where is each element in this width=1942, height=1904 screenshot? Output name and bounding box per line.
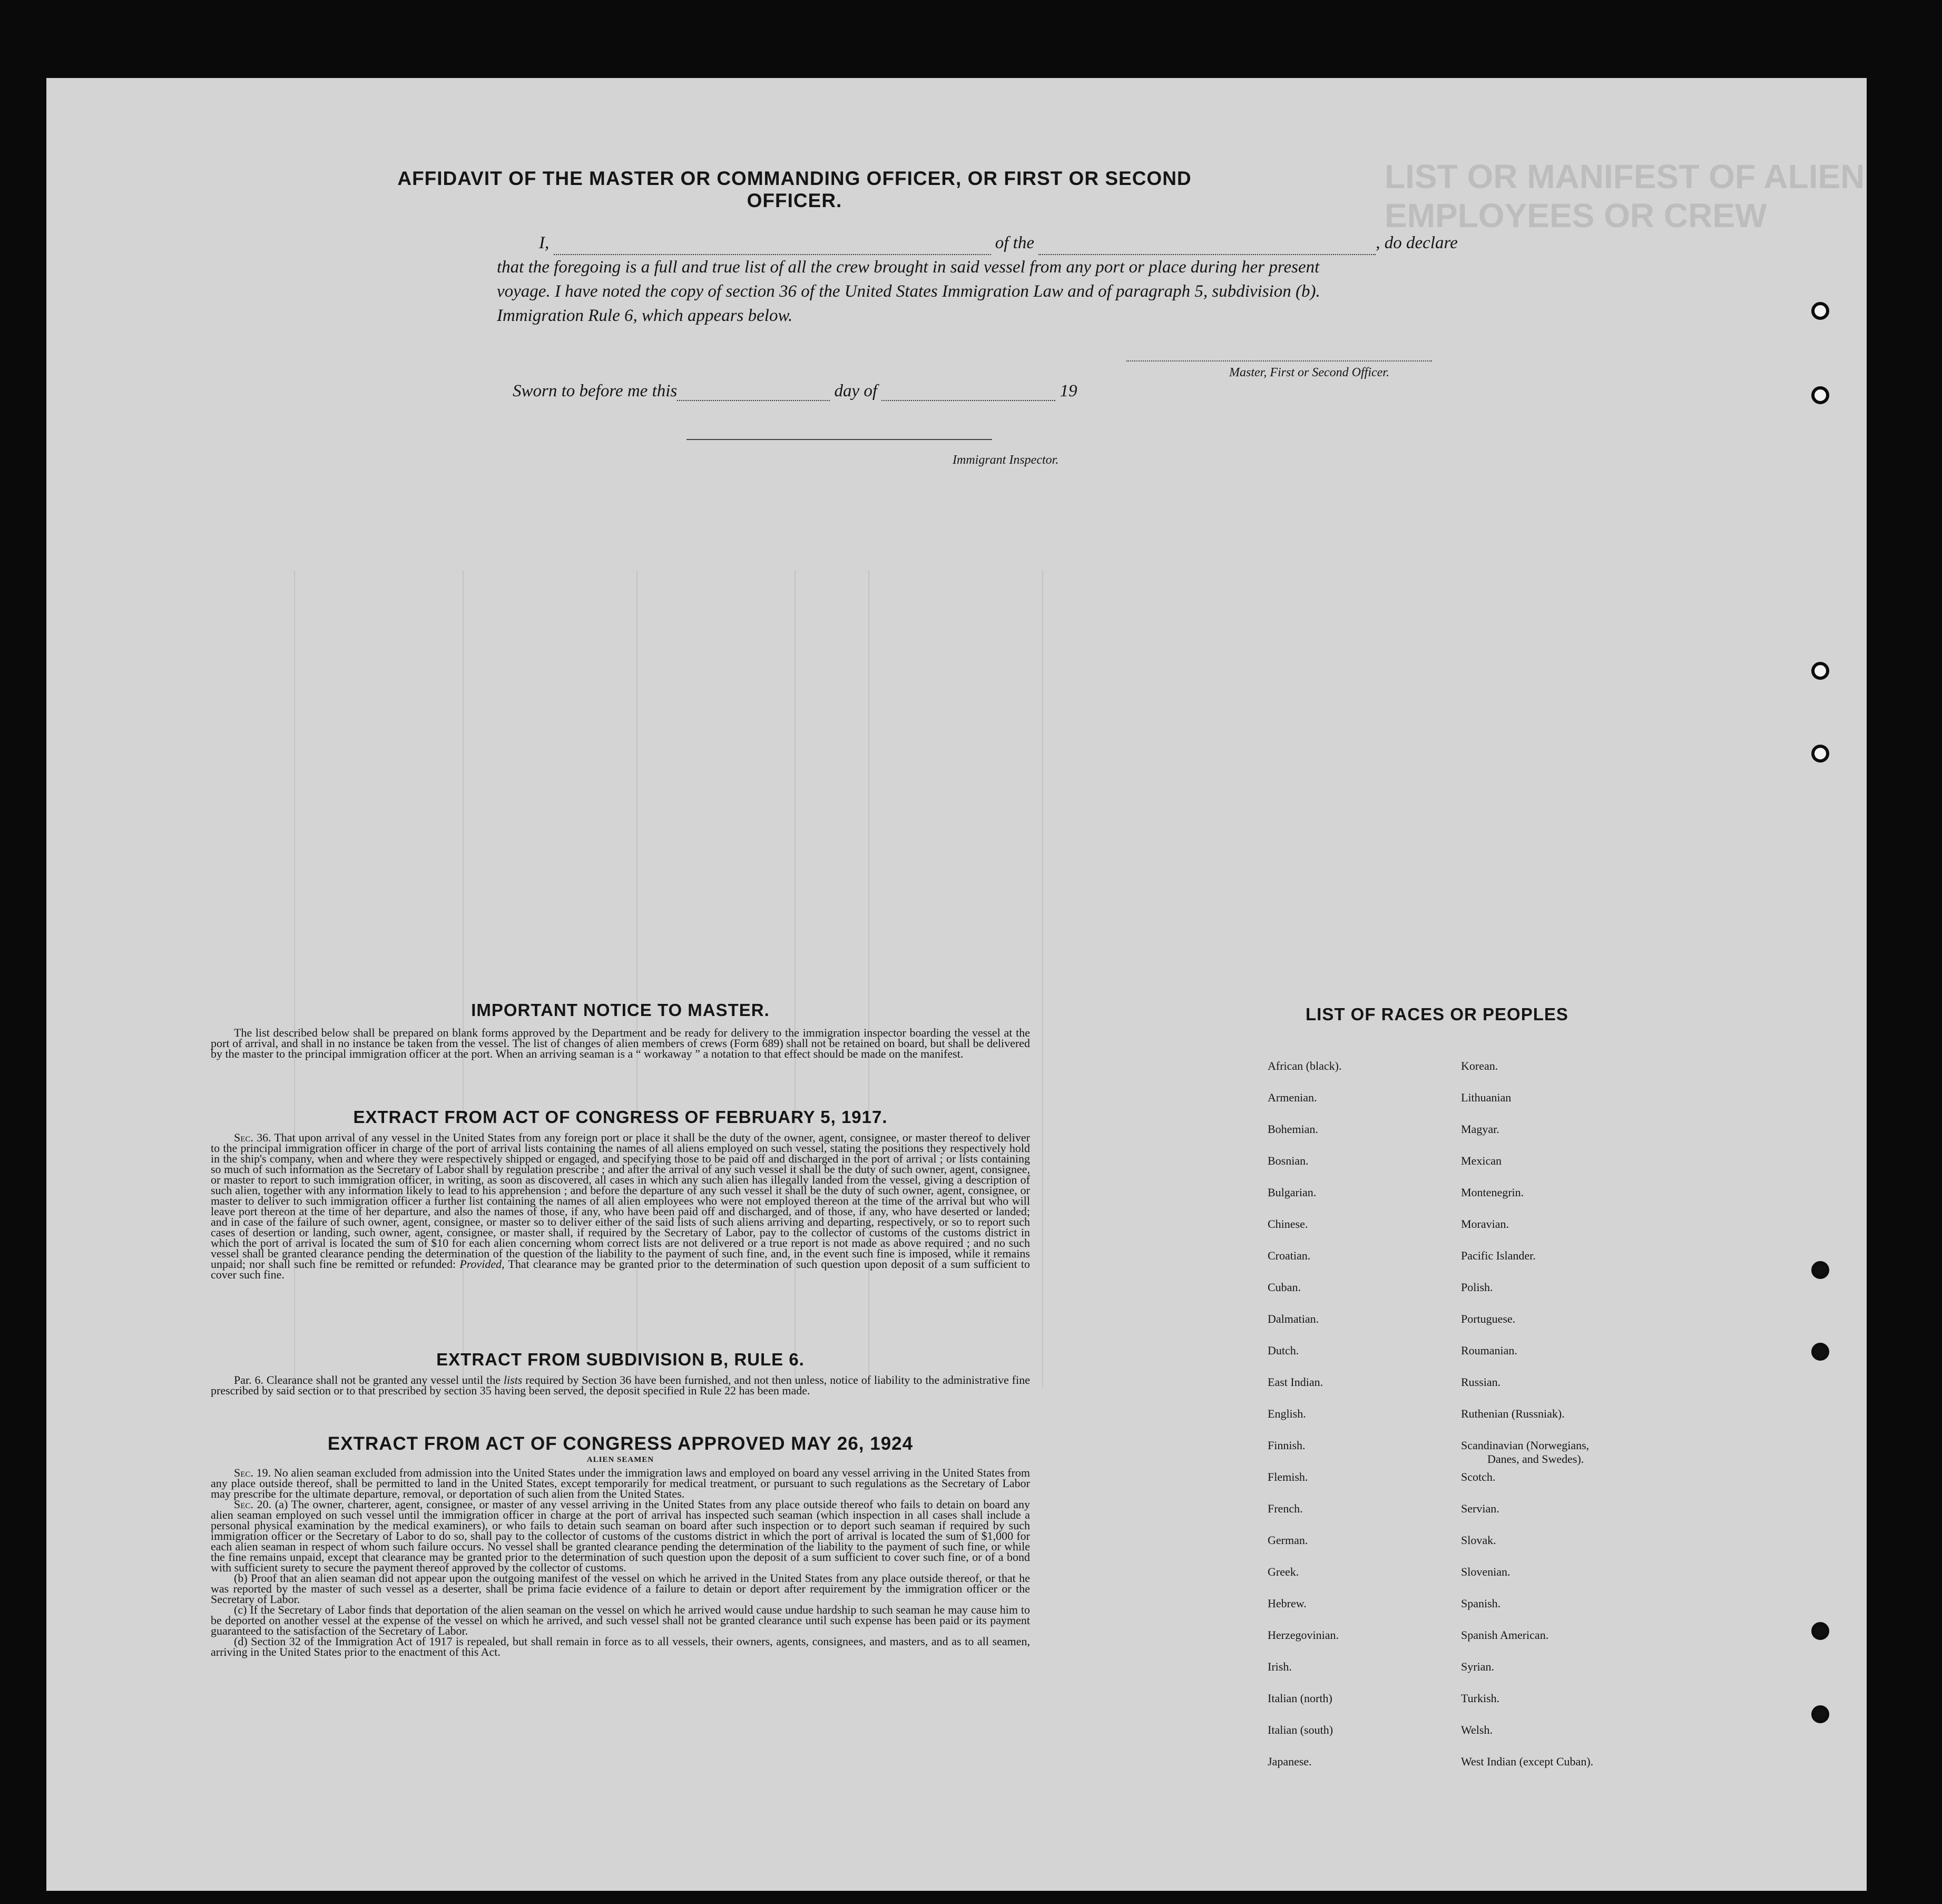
race-item: Bohemian. [1268,1122,1318,1136]
alien-seamen-subtitle: ALIEN SEAMEN [586,1456,654,1464]
punch-hole [1811,386,1829,404]
race-item: Bosnian. [1268,1154,1309,1167]
race-item: Montenegrin. [1461,1186,1524,1199]
race-item: Russian. [1461,1375,1501,1389]
extract-1924-body [211,1468,1030,1657]
race-item: Hebrew. [1268,1597,1307,1610]
document-page [46,78,1867,1891]
rule6-text-post: required by Section 36 have been furnished, and not then unless, notice of liability to the administrative fine prescribed by said section or to that prescribed by section 35 having been served, the deposit specified in Rule 22 has been made. [211,1373,1031,1397]
inspector-signature-line [686,439,992,440]
bleed-through-heading: LIST OR MANIFEST OF ALIEN EMPLOYEES OR CREW [1385,158,1865,235]
race-item: Cuban. [1268,1281,1301,1294]
race-item: Italian (south) [1268,1723,1333,1736]
race-item: Portuguese. [1461,1312,1516,1325]
race-item: East Indian. [1268,1375,1323,1389]
race-item: Spanish American. [1461,1628,1549,1642]
race-item: Mexican [1461,1154,1502,1167]
races-title: LIST OF RACES OR PEOPLES [1306,1004,1568,1024]
of-the-label: of the [995,233,1034,252]
race-item: Armenian. [1268,1091,1317,1104]
extract-rule6-title: EXTRACT FROM SUBDIVISION B, RULE 6. [436,1350,805,1369]
section-36-text: That upon arrival of any vessel in the United States from any foreign port or place it shall be the duty of the owner, agent, consignee, or master thereof to deliver to the principal immigration officer in charge of the port of arrival lists containing the names of all aliens employed on such vessel, stating the positions they respectively hold in the ship's company, when and where they were respectively shipped or engaged, and specifying those to be paid off and discharged in the port of arrival ; or lists containing so much of such information as the Secretary of Labor shall by regulation prescribe ; and after the arrival of any such vessel it shall be the duty of such owner, agent, consignee, or master to report to such immigration officer, in writing, as soon as discovered, all cases in which any such alien has illegally landed from the vessel, giving a description of such alien, together with any information likely to lead to his apprehension ; and before the departure of any such vessel it shall be the duty of such owner, agent, consignee, or master to deliver to such immigration officer a further list containing the names of all alien employees who were not employed thereon at the time of the arrival but who will leave port thereon at the time of her departure, and also the names of those, if any, who have been paid off and discharged, and of those, if any, who have deserted or landed; and in case of the failure of such owner, agent, consignee, or master so to deliver either of the said lists of such aliens arriving and departing, respectively, or so to report such cases of desertion or landing, such owner, agent, consignee, or master shall, if required by the Secretary of Labor, pay to the collector of customs of the customs district in which the port of arrival is located the sum of $10 for each alien concerning whom correct lists are not delivered or a true report is not made as above required ; and no such vessel shall be granted clearance pending the determination of the question of the liability to the payment of such fine, and, in the event such fine is imposed, while it remains unpaid; nor shall such fine be remitted or refunded: [211,1131,1031,1271]
extract-1917-body [211,1132,1030,1280]
section-20d-text: (d) Section 32 of the Immigration Act of 1917 is repealed, but shall remain in force as to all vessels, their owners, agents, consignees, and masters, and as to all seamen, arriving in the United States prior to the enactment of this Act. [211,1635,1030,1658]
race-item: Japanese. [1268,1755,1312,1768]
extract-rule6-section [211,1350,1030,1396]
race-item: Scandinavian (Norwegians, Danes, and Swedes). [1461,1439,1590,1466]
rule6-lists-word: lists [503,1373,523,1386]
punch-hole [1811,745,1829,763]
section-36-end: That clearance may be granted prior to the determination of such question upon deposit of a sum sufficient to cover such fine. [211,1257,1031,1281]
extract-rule6-body [211,1375,1030,1396]
race-item: Korean. [1461,1059,1498,1072]
notice-body [211,1028,1030,1059]
sworn-label: Sworn to before me this [513,382,678,401]
bleed-through-rule [1042,571,1043,1388]
master-signature-line [1126,360,1432,362]
race-item: Magyar. [1461,1122,1499,1136]
extract-1917-section [211,1107,1030,1280]
race-item: West Indian (except Cuban). [1461,1755,1594,1768]
race-item: Moravian. [1461,1217,1509,1231]
race-item: Spanish. [1461,1597,1501,1610]
race-item: Greek. [1268,1565,1299,1578]
section-19-text: No alien seaman excluded from admission into the United States under the immigration laws and employed on board any vessel arriving in the United States from any place outside thereof, shall be permitted to land in the United States, except temporarily for medical treatment, or pursuant to such regulations as the Secretary of Labor may prescribe for the ultimate departure, removal, or deportation of such alien from the United States. [211,1466,1031,1500]
punch-hole [1811,662,1829,680]
race-item: Bulgarian. [1268,1186,1317,1199]
punch-hole [1811,1705,1829,1723]
master-signature-label: Master, First or Second Officer. [1229,366,1389,379]
race-item: African (black). [1268,1059,1342,1072]
rule6-text-pre: Par. 6. Clearance shall not be granted any vessel until the [234,1373,501,1386]
race-item: Chinese. [1268,1217,1308,1231]
notice-paragraph: The list described below shall be prepared on blank forms approved by the Department and be ready for delivery to the immigration inspector boarding the vessel at the port of arrival, and shall in no instance be taken from the vessel. The list of changes of alien members of crews (Form 689) shall not be retained on board, but shall be delivered by the master to the principal immigration officer at the port. When an arriving seaman is a “ workaway ” a notation to that effect should be made on the manifest. [211,1026,1030,1060]
extract-1924-title: EXTRACT FROM ACT OF CONGRESS APPROVED MAY 26, 1924 [327,1433,914,1454]
proviso-label: Provided, [459,1257,505,1271]
race-item: Servian. [1461,1502,1499,1515]
sworn-day-blank [677,400,830,401]
extract-1924-section [211,1433,1030,1657]
affidavit-title: AFFIDAVIT OF THE MASTER OR COMMANDING OFFICER, OR FIRST OR SECOND OFFICER. [397,168,1192,211]
race-item: Scotch. [1461,1470,1496,1483]
race-item: German. [1268,1534,1308,1547]
section-20c-text: (c) If the Secretary of Labor finds that deportation of the alien seaman on the vessel on which he arrived would cause undue hardship to such seaman he may cause him to be deported on another vessel at the expense of the vessel on which he arrived, and such vessel shall not be granted clearance until such expense has been paid or its payment guaranteed to the satisfaction of the Secretary of Labor. [211,1603,1030,1637]
sworn-month-blank [881,400,1055,401]
section-20b-text: (b) Proof that an alien seaman did not appear upon the outgoing manifest of the vessel on which he arrived in the United States from any place outside thereof, or that he was reported by the master of such vessel as a deserter, shall be prima facie evidence of a failure to detain or deport after requirement by the immigration officer or the Secretary of Labor. [211,1571,1030,1606]
punch-hole [1811,1622,1829,1640]
affidavit-line-4: Immigration Rule 6, which appears below. [497,306,793,325]
extract-1917-title: EXTRACT FROM ACT OF CONGRESS OF FEBRUARY 5, 1917. [353,1107,888,1127]
inspector-label: Immigrant Inspector. [953,453,1059,467]
race-item: Welsh. [1461,1723,1493,1736]
races-right-column [1461,1059,1688,1786]
day-of-label: day of [834,382,878,401]
declare-label: , do declare [1376,233,1458,252]
race-item: Polish. [1461,1281,1493,1294]
races-left-column [1268,1059,1441,1786]
affidavit-text [497,231,1529,328]
race-item: Ruthenian (Russniak). [1461,1407,1565,1420]
affidavit-line-1 [497,231,1529,255]
affidavit-line-2: that the foregoing is a full and true list of all the crew brought in said vessel from any port or place during her present [497,258,1320,277]
race-item: Italian (north) [1268,1692,1332,1705]
race-item: Syrian. [1461,1660,1494,1673]
race-item: Croatian. [1268,1249,1311,1262]
sworn-line [513,382,1077,401]
race-item: Dutch. [1268,1344,1299,1357]
affidavit-i-label: I, [539,233,550,252]
race-item: Irish. [1268,1660,1292,1673]
race-item: English. [1268,1407,1306,1420]
notice-title: IMPORTANT NOTICE TO MASTER. [471,1000,770,1020]
affidavit-line-3: voyage. I have noted the copy of section 36 of the United States Immigration Law and of paragraph 5, subdivision (b). [497,282,1320,301]
punch-hole [1811,1343,1829,1361]
race-item: Turkish. [1461,1692,1500,1705]
race-item: Flemish. [1268,1470,1308,1483]
race-item: Pacific Islander. [1461,1249,1536,1262]
race-item: French. [1268,1502,1303,1515]
race-item: Herzegovinian. [1268,1628,1339,1642]
race-item: Slovak. [1461,1534,1496,1547]
section-20a-text: (a) The owner, charterer, agent, consignee, or master of any vessel arriving in the United States from any place outside thereof who fails to detain on board any alien seaman employed on such vessel until the immigration officer in charge at the port of arrival has inspected such seaman (which inspection in all cases shall include a personal physical examination by the medical examiners), or who fails to detain such seaman on board after such inspection or to deport such seaman if required by such immigration officer or the Secretary of Labor to do so, shall pay to the collector of customs of the customs district in which the port of arrival is located the sum of $1,000 for each alien seaman in respect of whom such failure occurs. No vessel shall be granted clearance pending the determination of the liability to the payment of such fine, or while the fine remains unpaid, except that clearance may be granted prior to the determination of such question upon the deposit of a sum sufficient to cover such fine, or of a bond with sufficient surety to secure the payment thereof approved by the collector of customs. [211,1498,1030,1574]
race-item: Slovenian. [1461,1565,1511,1578]
section-20-label: Sec. 20. [234,1498,272,1511]
race-item: Lithuanian [1461,1091,1512,1104]
year-label: 19 [1060,382,1077,401]
race-item-continuation: Danes, and Swedes). [1487,1452,1584,1466]
punch-hole [1811,302,1829,320]
section-19-label: Sec. 19. [234,1466,271,1479]
notice-section [211,1000,1030,1059]
race-item: Finnish. [1268,1439,1306,1452]
race-item: Roumanian. [1461,1344,1517,1357]
race-item: Dalmatian. [1268,1312,1319,1325]
section-36-label: Sec. 36. [234,1131,271,1144]
punch-hole [1811,1261,1829,1279]
